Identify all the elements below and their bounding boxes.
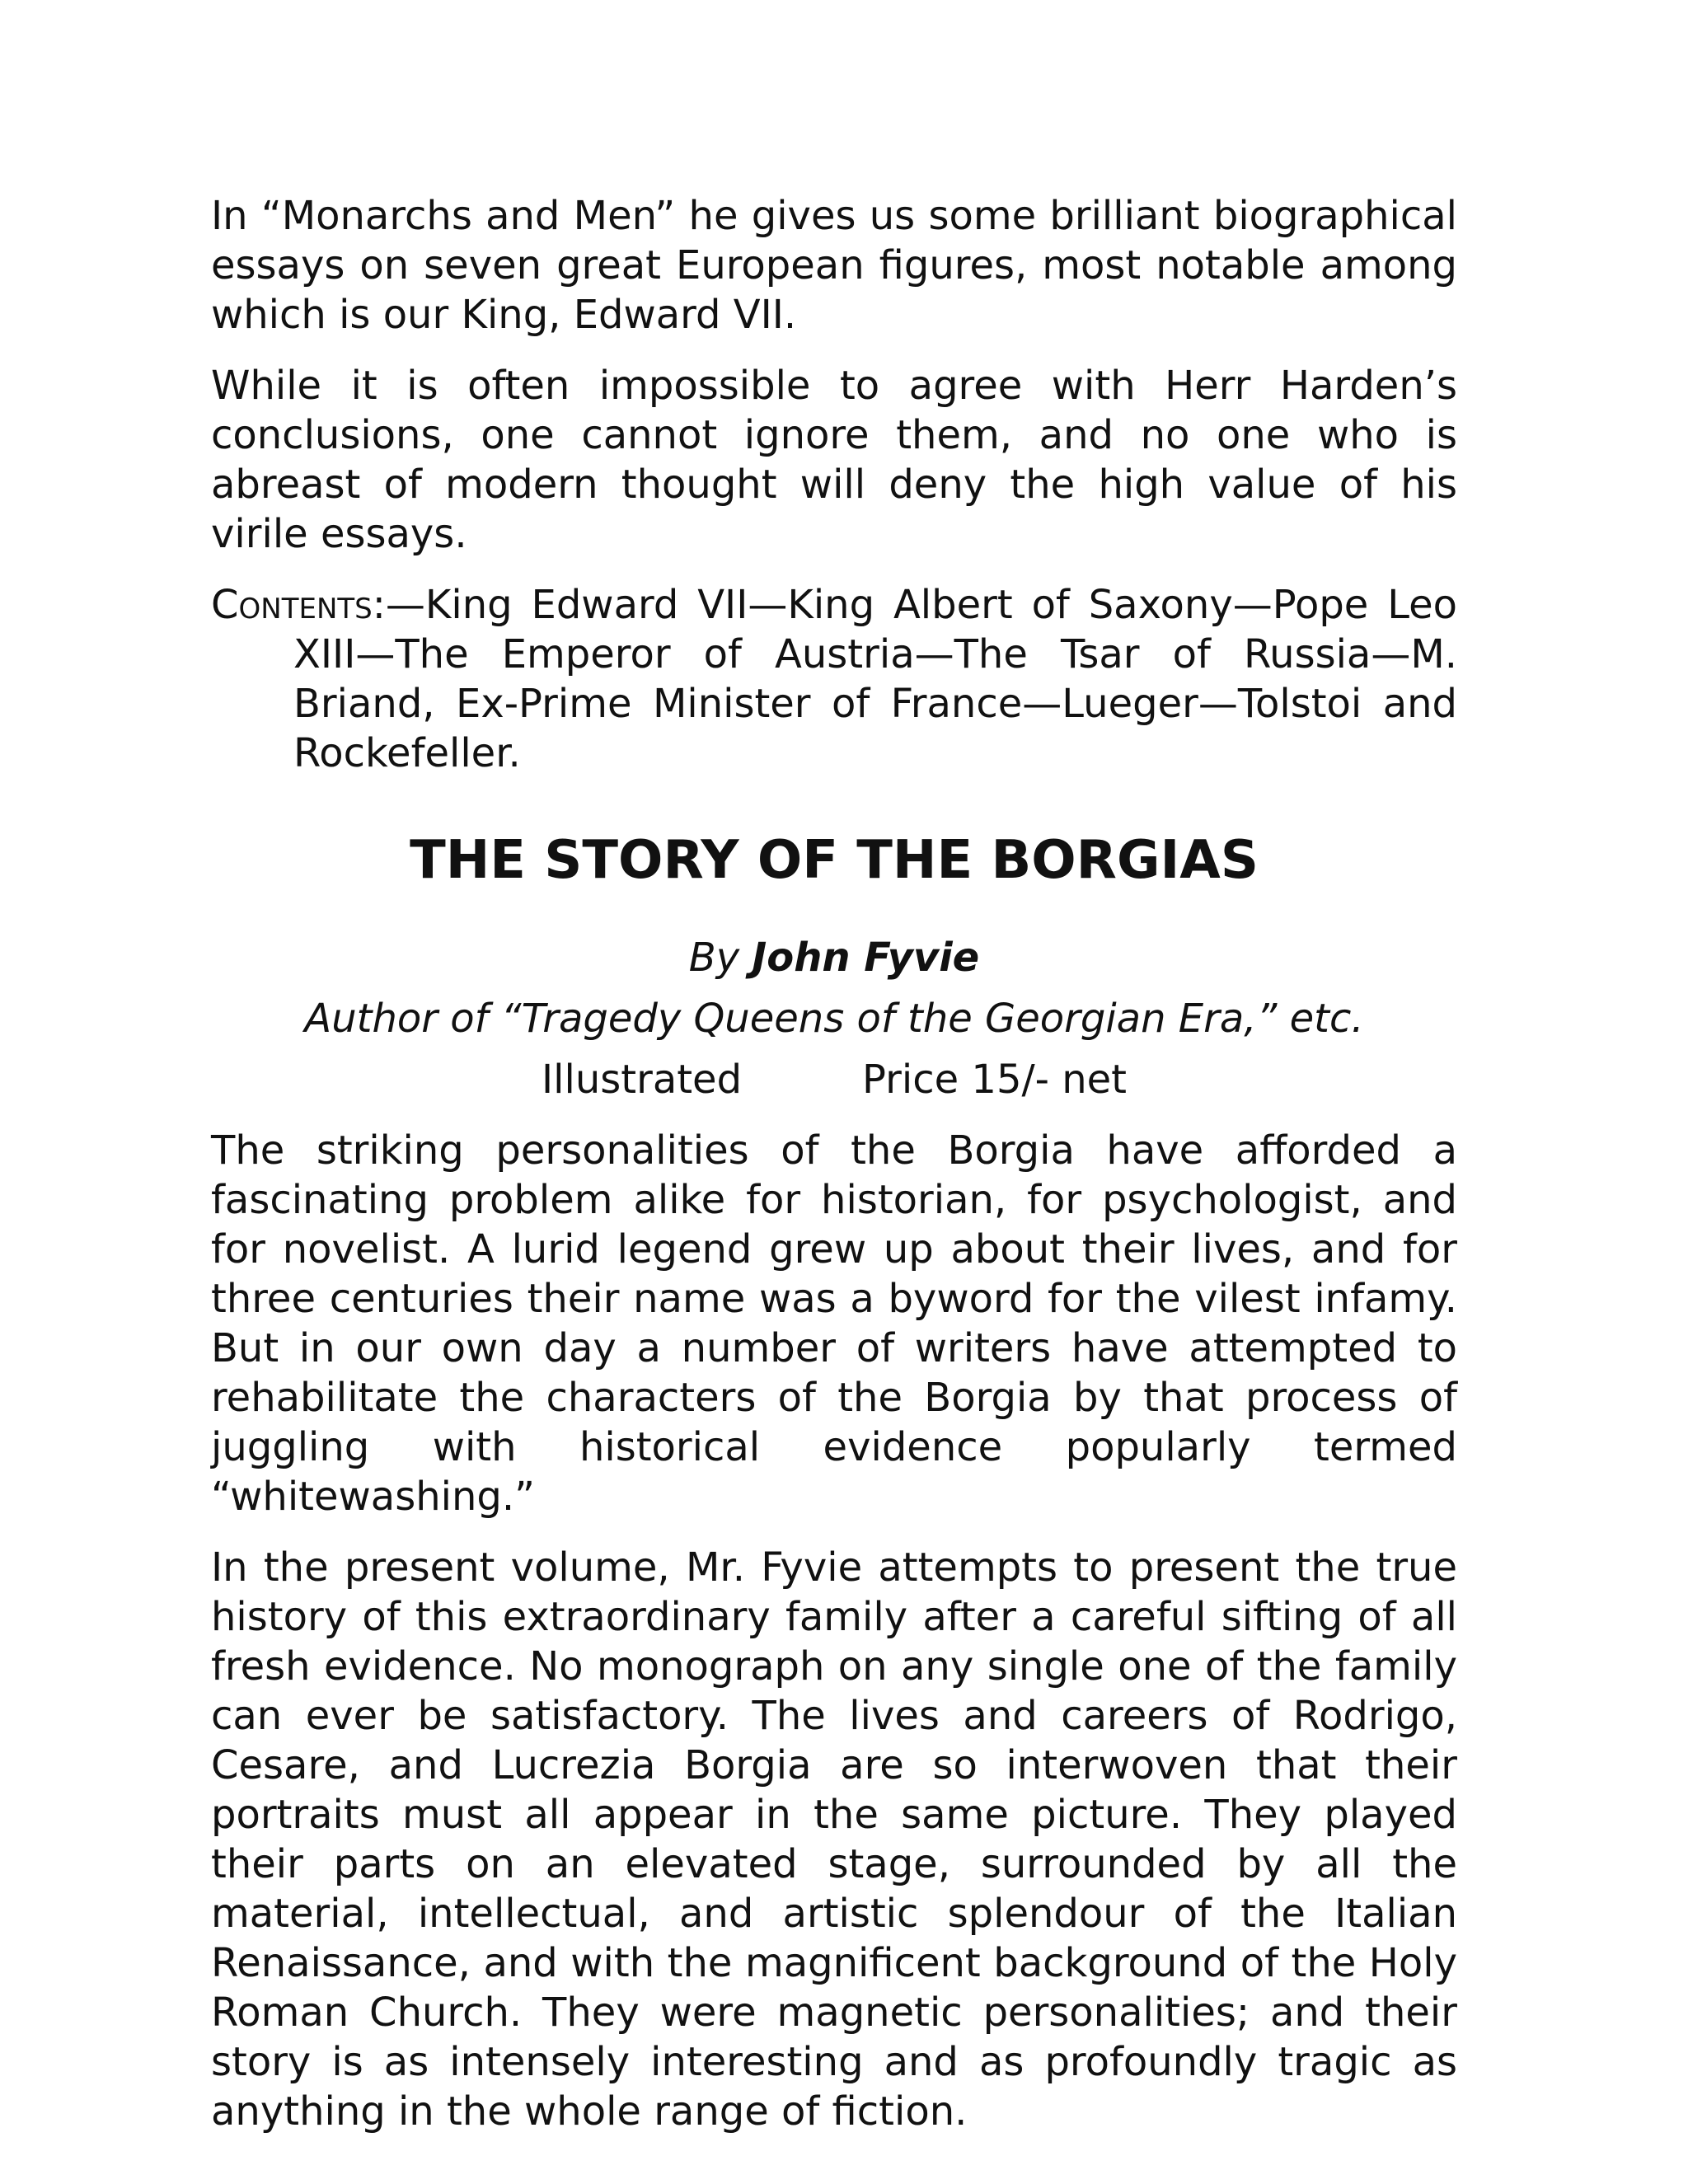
price-label: Price 15/- net (862, 1057, 1127, 1103)
price-line (211, 1055, 1457, 1104)
contents-label: Contents (211, 582, 373, 628)
book-paragraph-1: The striking personalities of the Borgia have afforded a fascinating problem alike for historian, for psychologist, and for novelist. A lurid legend grew up about their lives, and for three centuries their name was a byword for the vilest infamy. But in our own day a number of writers have attempted to rehabilitate the characters of the Borgia by that process of juggling with historical evidence popularly termed “whitewashing.” (211, 1127, 1457, 1520)
book-title: THE STORY OF THE BORGIAS (410, 830, 1259, 891)
author-of-line: Author of “Tragedy Queens of the Georgian Era,” etc. (304, 996, 1364, 1042)
intro-paragraph-2: While it is often impossible to agree with Herr Harden’s conclusions, one cannot ignore them, and no one who is abreast of modern thought will deny the high value of his virile essays. (211, 363, 1457, 557)
intro-paragraph-1: In “Monarchs and Men” he gives us some brilliant biographical essays on seven great European figures, most notable among which is our King, Edward VII. (211, 193, 1457, 338)
by-label: By (688, 935, 740, 981)
contents-text: :—King Edward VII—King Albert of Saxony—Pope Leo XIII—The Emperor of Austria—The Tsar of Russia—M. Briand, Ex-Prime Minister of France—Lueger—Tolstoi and Rockefeller. (293, 582, 1457, 776)
contents-list (211, 580, 1457, 778)
page-content (211, 191, 1457, 2158)
byline (211, 933, 1457, 982)
illustrated-label: Illustrated (542, 1057, 743, 1103)
author-name: John Fyvie (752, 935, 980, 981)
book-paragraph-2: In the present volume, Mr. Fyvie attempts to present the true history of this extraordinary family after a careful sifting of all fresh evidence. No monograph on any single one of the family can ever be satisfactory. The lives and careers of Rodrigo, Cesare, and Lucrezia Borgia are so interwoven that their portraits must all appear in the same picture. They played their parts on an elevated stage, surrounded by all the material, intellectual, and artistic splendour of the Italian Renaissance, and with the magnificent background of the Holy Roman Church. They were magnetic personalities; and their story is as intensely interesting and as profoundly tragic as anything in the whole range of fiction. (211, 1544, 1457, 2135)
